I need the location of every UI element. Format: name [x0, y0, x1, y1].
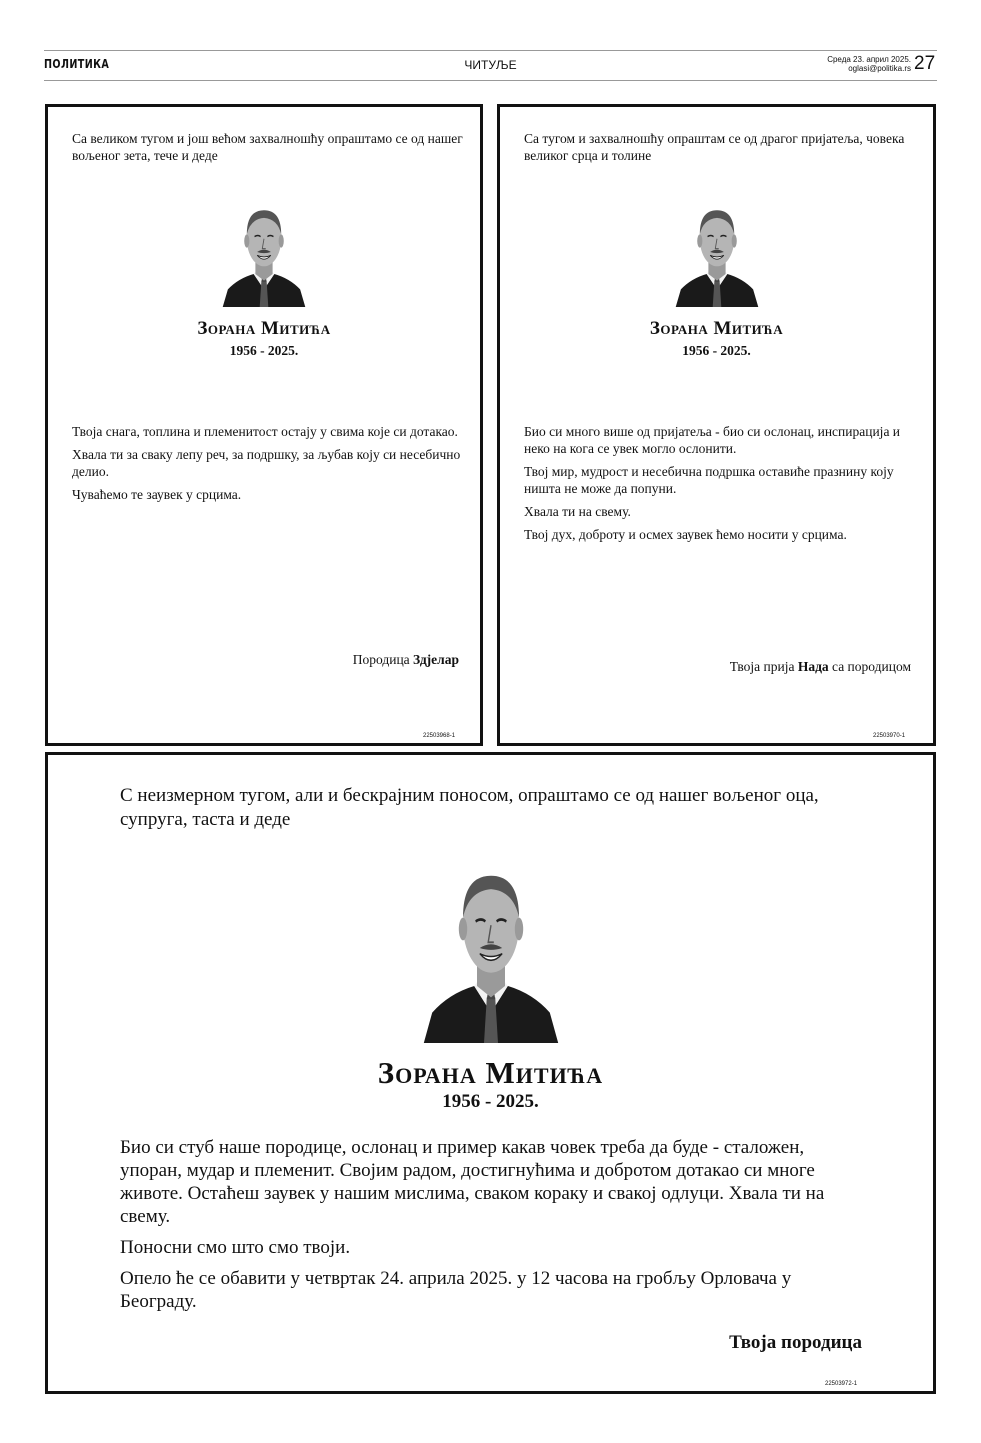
ad-paragraph: Твој дух, доброту и осмех заувек ћемо носити у срцима. — [524, 527, 847, 542]
ad-body — [524, 423, 917, 549]
signature-name: Здјелар — [413, 652, 459, 667]
ad-signature — [524, 659, 911, 675]
page-number: 27 — [914, 53, 936, 74]
ad-paragraph: Хвала ти за сваку лепу реч, за подршку, за љубав коју си несебично делио. — [72, 447, 461, 479]
signature-suffix: са породицом — [828, 659, 911, 674]
section-title: ЧИТУЉЕ — [464, 58, 517, 72]
deceased-years: 1956 - 2025. — [229, 343, 299, 358]
obituary-ad-1 — [45, 104, 483, 746]
header-top-rule — [44, 50, 937, 51]
ad-paragraph: Поносни смо што смо твоји. — [120, 1237, 351, 1258]
ad-paragraph: Твој мир, мудрост и несебична подршка оставиће празнину коју ништа не може да попуни. — [524, 464, 894, 496]
ad-body — [120, 1136, 865, 1321]
obituary-ad-3 — [45, 752, 936, 1394]
ad-intro: С неизмерном тугом, али и бескрајним поносом, опраштамо се од нашег вољеног оца, супруга, таста и деде — [120, 785, 819, 830]
ad-signature — [72, 652, 459, 668]
ad-paragraph: Био си стуб наше породице, ослонац и пример какав човек треба да буде - сталожен, упоран, мудар и племенит. Својим радом, достигнућима и добротом дотакао си многе животе. Остаћеш заувек у нашим мислима, сваком кораку и свакој одлуци. Хвала ти на свему. — [120, 1137, 825, 1227]
deceased-years: 1956 - 2025. — [682, 343, 751, 358]
ad-paragraph: Хвала ти на свему. — [524, 504, 631, 519]
portrait-photo-icon — [674, 197, 760, 307]
ad-paragraph: Био си много више од пријатеља - био си ослонац, инспирација и неко на кога се увек могло ослонити. — [524, 424, 901, 456]
ad-paragraph: Твоја снага, топлина и племенитост остају у свима које си дотакао. — [72, 424, 458, 439]
deceased-years: 1956 - 2025. — [442, 1091, 539, 1112]
ad-intro: Са великом тугом и још већом захвалношћу опраштамо се од нашег вољеног зета, тече и деде — [72, 131, 463, 163]
signature-name: Нада — [797, 659, 829, 674]
issue-date: Среда 23. април 2025. — [827, 55, 911, 64]
ad-signature: Твоја породица — [729, 1332, 862, 1353]
portrait-photo-icon — [221, 197, 307, 307]
contact-email[interactable]: oglasi@politika.rs — [848, 64, 911, 73]
deceased-name: Зорана Митића — [377, 1055, 604, 1090]
obituary-ad-2 — [497, 104, 936, 746]
deceased-name: Зорана Митића — [197, 318, 331, 339]
newspaper-masthead[interactable]: ПОЛИТИКА — [44, 57, 110, 71]
signature-prefix: Твоја прија — [729, 659, 798, 674]
ad-code: 22503968-1 — [423, 733, 456, 739]
header-info — [827, 55, 911, 73]
ad-paragraph: Опело ће се обавити у четвртак 24. априла 2025. у 12 часова на гробљу Орловача у Београду. — [120, 1268, 792, 1312]
deceased-name: Зорана Митића — [649, 318, 784, 339]
ad-body — [72, 423, 464, 509]
ad-paragraph: Чуваћемо те заувек у срцима. — [72, 487, 242, 502]
portrait-photo-icon — [421, 853, 561, 1043]
signature-prefix: Породица — [352, 652, 414, 667]
header-bottom-rule — [44, 80, 937, 81]
ad-code: 22503970-1 — [873, 733, 906, 739]
ad-intro: Са тугом и захвалношћу опраштам се од драгог пријатеља, човека великог срца и толине — [524, 131, 905, 163]
ad-code: 22503972-1 — [825, 1381, 858, 1387]
